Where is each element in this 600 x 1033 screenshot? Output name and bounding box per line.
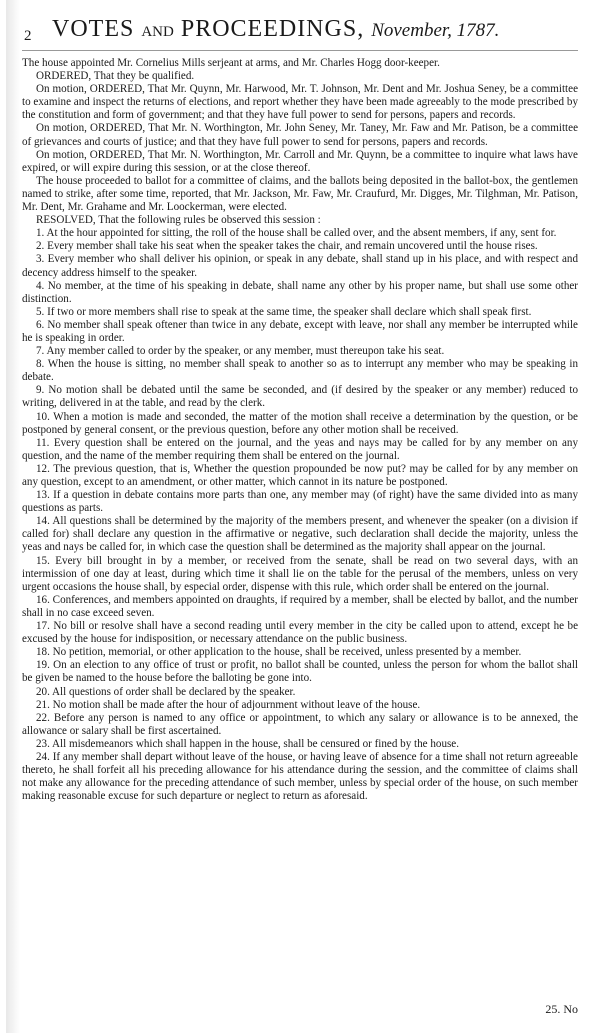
page-header [22,10,578,51]
paragraph: 11. Every question shall be entered on the journal, and the yeas and nays may be called for by any member on any question, and the name of the member requiring them shall be entered on the journal. [22,436,578,462]
paragraph: 14. All questions shall be determined by the majority of the members present, and whenever the speaker (on a division if called for) shall declare any question in the affirmative or negative, such declaration shall decide the majority, unless the yeas and nays be called for, in which case the question shall be determined as the majority shall appear on the journal. [22,515,578,554]
paragraph: On motion, ORDERED, That Mr. N. Worthington, Mr. John Seney, Mr. Taney, Mr. Faw and Mr. Patison, be a committee of grievances and courts of justice; and that they have full power to send for persons, papers and records. [22,122,578,148]
paragraph: 16. Conferences, and members appointed on draughts, if required by a member, shall be elected by ballot, and the number shall in no case exceed seven. [22,593,578,619]
paragraph: RESOLVED, That the following rules be observed this session : [36,214,321,227]
paragraph: 7. Any member called to order by the speaker, or any member, must thereupon take his seat. [36,345,445,358]
paragraph: 18. No petition, memorial, or other application to the house, shall be received, unless presented by a member. [36,646,522,659]
page-number: 2 [24,28,32,44]
paragraph: 21. No motion shall be made after the hour of adjournment without leave of the house. [36,698,421,711]
paragraph: On motion, ORDERED, That Mr. N. Worthington, Mr. Carroll and Mr. Quynn, be a committee to inquire what laws have expired, or will expire during this session, or at the close thereof. [22,148,578,174]
paragraph: 24. If any member shall depart without leave of the house, or having leave of absence for a time shall not return agreeable thereto, he shall forfeit all his preceding allowance for his attendance during the session, and the committee of claims shall not make any allowance for the preceding attendance of such member, unless by special order of the house, on such member making reasonable excuse for such departure or neglect to return as aforesaid. [22,750,578,803]
paragraph: 12. The previous question, that is, Whether the question propounded be now put? may be called for by any member on any question, except to an amendment, or other matter, which cannot in its nature be postponed. [22,462,578,488]
paragraph: 3. Every member who shall deliver his opinion, or speak in any debate, shall stand up in his place, and with respect and decency address himself to the speaker. [22,253,578,279]
title-and: AND [141,24,174,40]
paragraph: 23. All misdemeanors which shall happen in the house, shall be censured or fined by the house. [36,737,460,750]
paragraph: 6. No member shall speak oftener than twice in any debate, except with leave, nor shall any member be interrupted while he is speaking in order. [22,318,578,344]
paragraph: 20. All questions of order shall be declared by the speaker. [36,685,296,698]
catchword: 25. No [545,1002,578,1016]
paragraph: 10. When a motion is made and seconded, the matter of the motion shall receive a determination by the question, or be postponed by general consent, or the previous question, before any other motion shall be received. [22,410,578,436]
title-proceedings: PROCEEDINGS, [180,16,365,42]
paragraph: The house proceeded to ballot for a committee of claims, and the ballots being deposited in the ballot-box, the gentlemen named to strike, after some time, reported, that Mr. Jackson, Mr. Faw, Mr. Craufurd, Mr. Digges, Mr. Tilghman, Mr. Patison, Mr. Dent, Mr. Grahame and Mr. Loockerman, were elected. [22,174,578,214]
paragraph: ORDERED, That they be qualified. [36,70,195,83]
paragraph: 15. Every bill brought in by a member, or received from the senate, shall be read on two several days, with an intermission of one day at least, during which time it shall lie on the table for the perusal of the members, unless on very urgent occasions the house shall, by especial order, dispense with this rule, which order shall be entered on the journal. [22,554,578,593]
paragraph: 19. On an election to any office of trust or profit, no ballot shall be counted, unless the person for whom the ballot shall be given be named to the house before the balloting be gone into. [22,659,578,685]
paragraph: 8. When the house is sitting, no member shall speak to another so as to interrupt any member who may be speaking in debate. [22,358,578,384]
running-title [52,16,499,43]
paragraph: 2. Every member shall take his seat when the speaker takes the chair, and remain uncovered until the house rises. [36,240,538,253]
paragraph: 13. If a question in debate contains more parts than one, any member may (of right) have the same divided into as many questions as parts. [22,489,578,515]
paragraph: On motion, ORDERED, That Mr. Quynn, Mr. Harwood, Mr. T. Johnson, Mr. Dent and Mr. Joshua Seney, be a committee to examine and inspect the returns of elections, and report whether they have been made agreeably to the mode prescribed by the constitution and form of government; and that they have full power to send for persons, papers and records. [22,83,578,122]
paragraph: 4. No member, at the time of his speaking in debate, shall name any other by his proper name, but shall use some other distinction. [22,279,578,305]
paragraph: 17. No bill or resolve shall have a second reading until every member in the city be called upon to attend, except he be excused by the house for indisposition, or necessary attendance on the public business. [22,620,578,646]
title-votes: VOTES [52,16,135,42]
paragraph: 22. Before any person is named to any office or appointment, to which any salary or allowance is to be annexed, the allowance or salary shall be first ascertained. [22,711,578,737]
paragraph: 1. At the hour appointed for sitting, the roll of the house shall be called over, and the absent members, if any, sent for. [36,227,557,240]
paragraph: 5. If two or more members shall rise to speak at the same time, the speaker shall declare which shall speak first. [36,305,532,318]
paragraph: The house appointed Mr. Cornelius Mills serjeant at arms, and Mr. Charles Hogg door-keeper. [22,57,440,69]
paragraph: 9. No motion shall be debated until the same be seconded, and (if desired by the speaker or any member) reduced to writing, delivered in at the table, and read by the clerk. [22,384,578,410]
body-text [22,57,578,803]
title-date: November, 1787. [371,20,500,41]
